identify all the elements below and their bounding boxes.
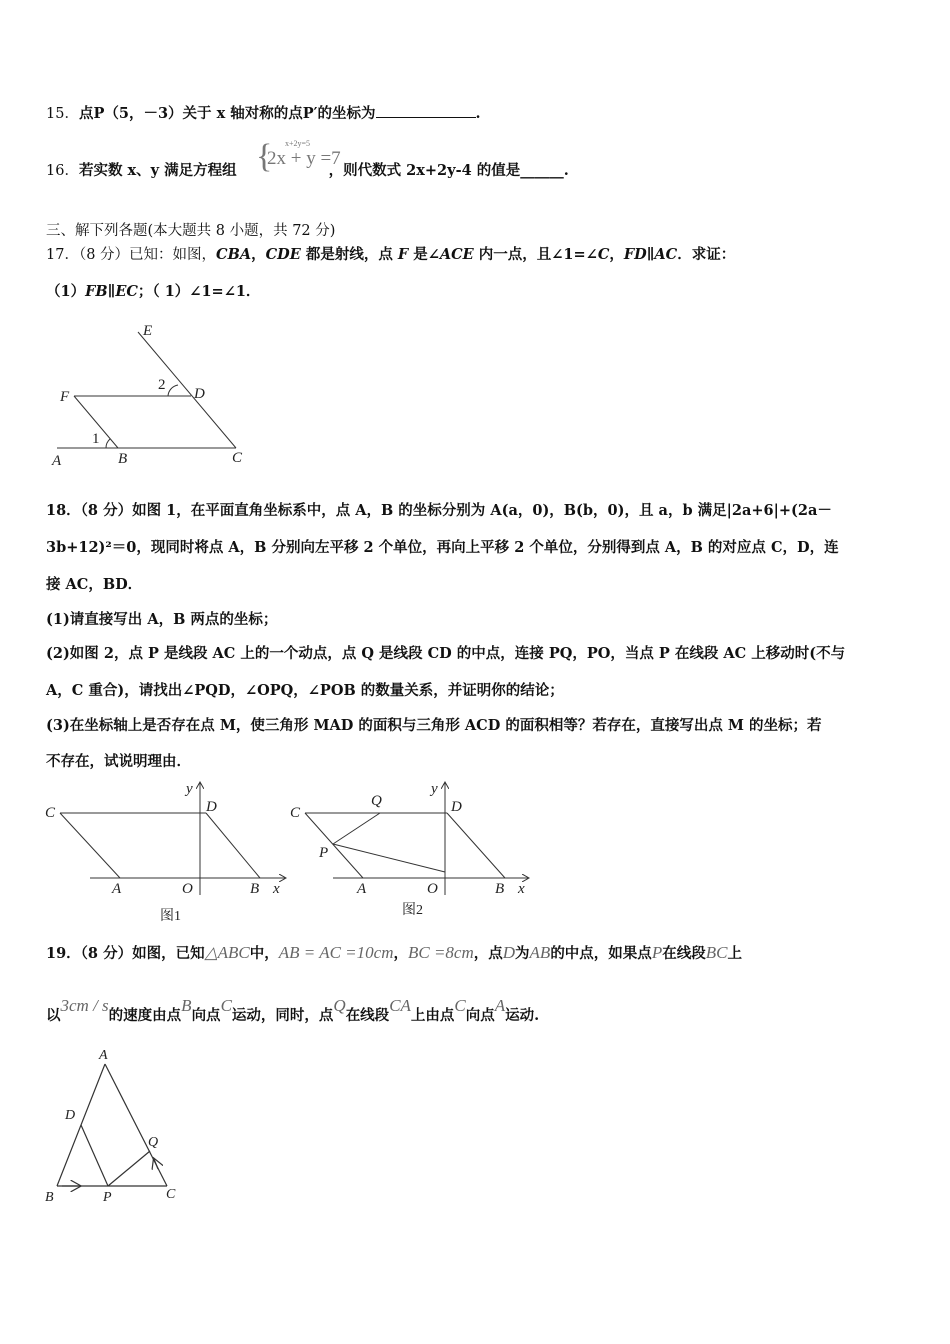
figure-caption: 图1 [160, 909, 181, 924]
figure-caption: 图2 [402, 903, 423, 918]
answer-blank[interactable] [376, 103, 476, 118]
q18-figure-1 [40, 775, 290, 925]
segment-po [333, 844, 445, 872]
segment-dp [81, 1125, 108, 1186]
q18-part3-a: (3)在坐标轴上是否存在点 M，使三角形 MAD 的面积与三角形 ACD 的面积相等？若存在，直接写出点 M 的坐标；若 [46, 717, 822, 734]
segment-ac [305, 813, 363, 878]
angle-1-arc [106, 439, 110, 448]
label-x: x [518, 881, 525, 897]
q18-line1: 18．（8 分）如图 1，在平面直角坐标系中，点 A，B 的坐标分别为 A(a，0)，B(b，0)，且 a，b 满足|2a+6|+(2a－ [46, 502, 832, 519]
label-d: D [206, 799, 217, 815]
label-q: Q [371, 793, 382, 809]
q19-line1: 19．（8 分）如图，已知△ABC中，AB = AC =10cm，BC =8cm，点D为AB的中点，如果点P在线段BC上 [46, 943, 742, 962]
q18-line2: 3b+12)²＝0，现同时将点 A，B 分别向左平移 2 个单位，再向上平移 2 个单位，分别得到点 A，B 的对应点 C，D，连 [46, 539, 839, 556]
label-d: D [194, 386, 205, 402]
label-y: y [186, 781, 193, 797]
q18-part1: (1)请直接写出 A，B 两点的坐标； [46, 611, 278, 628]
angle-2-arc [168, 385, 178, 396]
label-2: 2 [158, 377, 166, 393]
label-c: C [232, 450, 243, 466]
label-b: B [45, 1190, 54, 1205]
label-o: O [182, 881, 193, 897]
equation-brace: { [256, 138, 273, 175]
label-q: Q [148, 1135, 159, 1150]
q18-part2-a: (2)如图 2，点 P 是线段 AC 上的一个动点，点 Q 是线段 CD 的中点，连接 PQ，PO，当点 P 在线段 AC 上移动时(不与 [46, 645, 846, 662]
arrow-c-to-a [154, 1159, 158, 1169]
answer-blank[interactable]: ______ [520, 162, 564, 179]
q17-line2: （1）FB∥EC；（ 1）∠1=∠1． [46, 283, 261, 300]
q18-line3: 接 AC，BD． [46, 576, 143, 593]
q18-part3-b: 不存在，试说明理由． [46, 753, 191, 770]
label-b: B [118, 451, 128, 467]
label-c: C [166, 1187, 176, 1202]
q15-line: 15．点P（5，－3）关于 x 轴对称的点P′的坐标为 . [46, 105, 481, 122]
label-c: C [290, 805, 301, 821]
section-heading: 三、解下列各题(本大题共 8 小题，共 72 分) [46, 223, 336, 239]
equation-top: x+2y=5 [285, 139, 311, 148]
segment-bd [447, 813, 505, 878]
label-x: x [273, 881, 280, 897]
q17-figure [40, 315, 270, 475]
label-f: F [60, 389, 70, 405]
q18-part2-b: A，C 重合)，请找出∠PQD，∠OPQ，∠POB 的数量关系，并证明你的结论； [46, 682, 564, 699]
label-p: P [103, 1190, 112, 1205]
label-a: A [357, 881, 367, 897]
label-o: O [427, 881, 438, 897]
label-e: E [143, 323, 153, 339]
q17-line1: 17．（8 分）已知：如图，CBA，CDE 都是射线，点 F 是∠ACE 内一点，且∠1=∠C，FD∥AC．求证： [46, 246, 736, 263]
q19-line2: 以3cm / s的速度由点B向点C运动，同时，点Q在线段CA上由点C向点A运动. [46, 996, 540, 1024]
q16-line: 16．若实数 x、y 满足方程组 ，则代数式 2x+2y-4 的值是______. [46, 162, 569, 179]
q18-figure-2 [285, 775, 535, 925]
label-1: 1 [92, 431, 100, 447]
label-b: B [495, 881, 505, 897]
label-a: A [99, 1048, 108, 1063]
label-c: C [45, 805, 56, 821]
segment-pq [108, 1151, 150, 1186]
segment-ac [60, 813, 120, 878]
label-d: D [451, 799, 462, 815]
segment-bd [206, 813, 260, 878]
label-p: P [319, 845, 329, 861]
equation-main: 2x + y =7 [267, 148, 341, 169]
ray-cde [138, 332, 236, 448]
q19-figure [40, 1043, 190, 1213]
label-a: A [52, 453, 62, 469]
label-d: D [65, 1108, 76, 1123]
label-b: B [250, 881, 260, 897]
segment-pq [333, 813, 380, 844]
label-y: y [431, 781, 438, 797]
label-a: A [112, 881, 122, 897]
